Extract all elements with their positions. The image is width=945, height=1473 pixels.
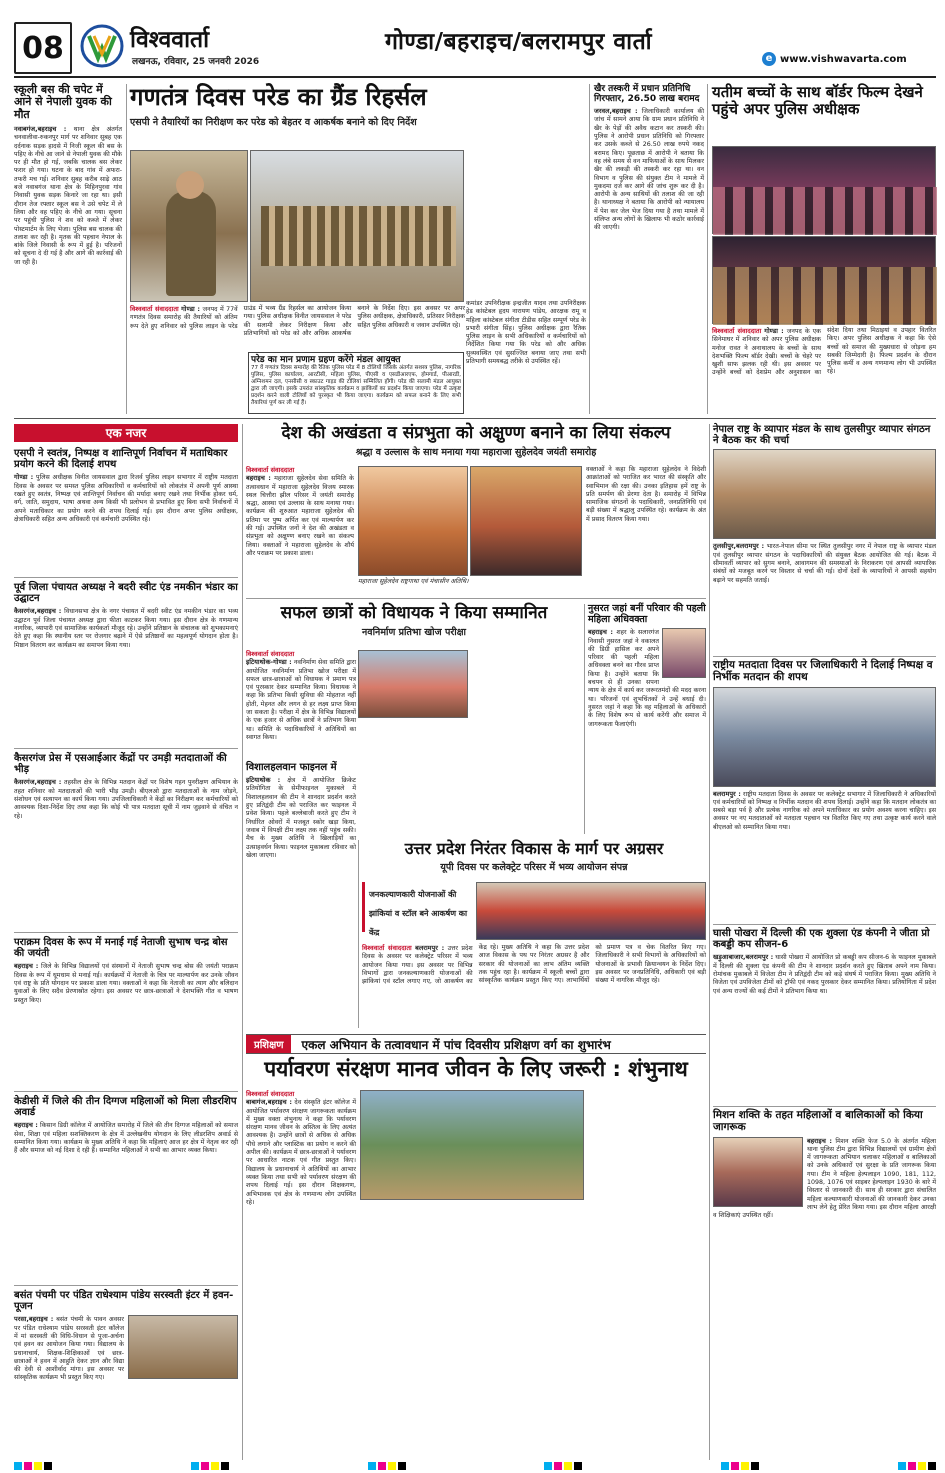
story-body: भारत-नेपाल सीमा पर स्थित तुलसीपुर नगर में नेपाल राष्ट्र के व्यापार मंडल एवं तुलसीपुर व्यापार संगठन के पदाधिकारियों की संयुक्त बैठक आयोजित की गई। बैठक में सीमावर्ती व्यापार को सुगम बनाने, आवागमन की समस्याओं के निराकरण एवं आपसी व्यापारिक संबंधों को मजबूत करने पर विस्तार से चर्चा की गई। दोनों देशों के व्यापारियों ने आपसी सहयोग बढ़ाने पर सहमति जताई। — [713, 543, 936, 584]
story-dateline: जरवल,बहराइच : — [594, 107, 638, 116]
story-subheadline: एसपी ने तैयारियों का निरीक्षण कर परेड को बेहतर व आकर्षक बनाने को दिए निर्देश — [130, 116, 417, 128]
row-rule — [14, 418, 936, 419]
cmyk-bar — [898, 1462, 936, 1472]
voter-oath-photo — [713, 687, 936, 787]
story-headline: विशालहलवान फाइनल में — [246, 762, 337, 773]
story-byline: विश्ववार्ता संवाददाता — [712, 327, 762, 335]
mla-photo — [358, 650, 468, 718]
story-body: घासी पोखरा में आयोजित प्रो कबड्डी कप सीजन-6 के फाइनल मुकाबले में दिल्ली की शुक्ला एंड कंपनी की टीम ने शानदार प्रदर्शन करते हुए खिताब अपने नाम किया। रोमांचक मुकाबले में विजेता टीम ने प्रतिद्वंदी टीम को कड़े संघर्ष में पराजित किया। मुख्य अतिथि ने विजेता एवं उपविजेता टीमों को ट्रॉफी एवं नकद पुरस्कार देकर सम्मानित किया। प्रतियोगिता में प्रदेश एवं अन्य राज्यों की कई टीमों ने प्रतिभाग किया था। — [713, 954, 936, 995]
edition-title: गोण्डा/बहराइच/बलरामपुर वार्ता — [385, 29, 653, 55]
parade-continuation: कमांडर उपनिरीक्षक इन्द्रजीत यादव तथा उपनिरीक्षक हेड कांस्टेबल हृदय नारायण पांडेय, आरक्षक रामू व महिला कांस्टेबल संगीता टीडीस सहित सम्पूर्ण परेड के प्रभारी संगीता सिंह। पुलिस अधीक्षक द्वारा रैतिक पुलिस लाइन के सभी अधिकारियों व कर्मचारियों को निर्देशित किया गया कि परेड को और अधिक सुव्यवस्थित एवं सुसज्जित बनाया जाए तथा सभी प्रतिभागी समयबद्ध तरीके से उपस्थित रहें। — [466, 300, 586, 366]
column-rule — [709, 424, 710, 1460]
brief-dateline: परसा,बहराइच : — [14, 1315, 54, 1324]
up-diwas-photo — [476, 882, 706, 940]
story-body: देव संस्कृति इंटर कॉलेज में आयोजित पर्यावरण संरक्षण जागरूकता कार्यक्रम में मुख्य वक्ता शंभुनाथ ने कहा कि पर्यावरण संरक्षण मानव जीवन के अस्तित्व के लिए अत्यंत आवश्यक है। उन्होंने छात्रों से अधिक से अधिक पौधे लगाने और प्लास्टिक का प्रयोग न करने की अपील की। कार्यक्रम में छात्र-छात्राओं ने पर्यावरण पर आधारित नाटक एवं गीत प्रस्तुत किए। विद्यालय के प्रधानाचार्य ने अतिथियों का आभार व्यक्त किया तथा सभी को पर्यावरण संरक्षण की शपथ दिलाई गई। इस दौरान शिक्षकगण, अभिभावक एवं क्षेत्र के गणमान्य लोग उपस्थित रहे। — [246, 1099, 357, 1206]
parade-infobox — [248, 352, 464, 414]
suheldev-caption: महाराजा सुहेलदेव राष्ट्रगाथा एवं मंचासीन अतिथि। — [358, 578, 469, 585]
story-body: जिलाधिकारी कार्यालय की जांच में सामने आया कि ग्राम प्रधान प्रतिनिधि ने खैर के पेड़ों की अवैध कटान कर तस्करी की। पुलिस ने आरोपी प्रधान प्रतिनिधि को गिरफ्तार कर उसके कब्जे से 26.50 लाख रुपये नकद बरामद किए। पूछताछ में आरोपी ने बताया कि वह लंबे समय से वन माफियाओं के साथ मिलकर खैर की लकड़ी की तस्करी कर रहा था। वन विभाग व पुलिस की संयुक्त टीम ने मामले में मुकदमा दर्ज कर आगे की जांच शुरू कर दी है। आरोपी के अन्य साथियों की तलाश की जा रही है। थानाध्यक्ष ने बताया कि आरोपी को न्यायालय में पेश कर जेल भेज दिया गया है तथा मामले में संलिप्त अन्य लोगों के खिलाफ भी कठोर कार्रवाई की जाएगी। — [594, 108, 704, 232]
row-rule — [713, 656, 936, 657]
story-dateline: तुलसीपुर,बलरामपुर : — [713, 542, 765, 551]
brief-headline: बसंत पंचमी पर पंडित राधेश्याम पांडेय सरस्वती इंटर में हवन-पूजन — [14, 1290, 234, 1313]
suheldev-photo-2 — [470, 466, 582, 576]
story-bus-accident — [14, 84, 122, 414]
parade-photo-officer — [130, 150, 248, 302]
cinema-children-photo — [712, 146, 936, 234]
story-dateline: बलरामपुर : — [713, 789, 741, 798]
story-khair-smuggling — [594, 84, 704, 414]
parade-photo-march — [250, 150, 464, 302]
brief-item — [14, 937, 238, 1087]
website-link[interactable] — [762, 50, 942, 68]
story-headline: पर्यावरण संरक्षण मानव जीवन के लिए जरूरी : शंभुनाथ — [264, 1057, 688, 1081]
suheldev-body — [246, 466, 354, 594]
pull-quote: जनकल्याणकारी योजनाओं की झांकियां व स्टॉल बने आकर्षण का केंद्र — [369, 890, 468, 937]
story-body: जनपद में 77वें गणतंत्र दिवस समारोह की तैयारियों को अंतिम रूप देते हुए शनिवार को पुलिस लाइन के परेड ग्राउंड में भव्य ग्रैंड रिहर्सल का आयोजन किया गया। पुलिस अधीक्षक विनीत जायसवाल ने परेड की सलामी लेकर निरीक्षण किया और प्रतिभागियों को परेड को और अधिक आकर्षक बनाने के निर्देश दिए। इस अवसर पर अपर पुलिस अधीक्षक, क्षेत्राधिकारी, प्रतिसार निरीक्षक सहित पुलिस अधिकारी व जवान उपस्थित रहे। — [130, 305, 465, 337]
suheldev-col3: वक्ताओं ने कहा कि महाराजा सुहेलदेव ने विदेशी आक्रांताओं को पराजित कर भारत की संस्कृति और स्वाभिमान की रक्षा की। उनका इतिहास हमें राष्ट्र के प्रति समर्पण की प्रेरणा देता है। समारोह में विभिन्न सामाजिक संगठनों के पदाधिकारी, जनप्रतिनिधि एवं बड़ी संख्या में श्रद्धालु उपस्थित रहे। कार्यक्रम के अंत में प्रसाद वितरण किया गया। — [586, 466, 706, 523]
story-dateline: बहराइच : — [246, 474, 271, 483]
story-subheadline: यूपी दिवस पर कलेक्ट्रेट परिसर में भव्य आयोजन संपन्न — [440, 861, 628, 873]
issue-dateline: लखनऊ, रविवार, 25 जनवरी 2026 — [132, 57, 260, 67]
brief-rule — [14, 1285, 238, 1286]
story-dateline: गोण्डा : — [764, 327, 784, 335]
brief-dateline: गोण्डा : — [14, 473, 34, 482]
brief-headline: पूर्व जिला पंचायत अध्यक्ष ने बदरी स्वीट एंड नमकीन भंडार का उद्घाटन — [14, 582, 238, 605]
vv-logo-icon — [80, 24, 124, 68]
section-tag: एक नजर — [105, 426, 147, 440]
nusrat-portrait — [662, 628, 706, 678]
story-headline: गणतंत्र दिवस परेड का ग्रैंड रिहर्सल — [130, 83, 427, 111]
story-body: नवनिर्माण सेवा समिति द्वारा आयोजित नवनिर्माण प्रतिभा खोज परीक्षा में सफल छात्र-छात्राओं को विधायक ने प्रमाण पत्र एवं पुरस्कार देकर सम्मानित किया। विधायक ने कहा कि प्रतिभा किसी सुविधा की मोहताज नहीं होती, मेहनत और लगन से हर लक्ष्य प्राप्त किया जा सकता है। परीक्षा में क्षेत्र के विभिन्न विद्यालयों के एक हजार से अधिक छात्रों ने प्रतिभाग किया था। समिति के पदाधिकारियों ने अतिथियों का स्वागत किया। — [246, 659, 356, 741]
brief-body: जिले के विभिन्न विद्यालयों एवं संस्थानों में नेताजी सुभाष चन्द्र बोस की जयंती पराक्रम दिवस के रूप में धूमधाम से मनाई गई। कार्यक्रमों में नेताजी के चित्र पर माल्यार्पण कर उनके जीवन एवं राष्ट्र के प्रति योगदान पर प्रकाश डाला गया। वक्ताओं ने कहा कि नेताजी का त्याग और बलिदान युवाओं के लिए सदैव प्रेरणास्रोत रहेगा। इस अवसर पर छात्र-छात्राओं ने देशभक्ति गीत व भाषण प्रस्तुत किए। — [14, 963, 238, 1004]
brief-dateline: कैसरगंज,बहराइच : — [14, 607, 62, 616]
orphan-story-body — [712, 327, 936, 414]
section-tag: प्रशिक्षण — [246, 1035, 291, 1053]
story-dateline: नवाबगंज,बहराइच : — [14, 124, 67, 133]
brief-rule — [14, 577, 238, 578]
brief-headline: केडीसी में जिले की तीन दिग्गज महिलाओं को मिला लीडरशिप अवार्ड — [14, 1096, 237, 1119]
row-rule — [713, 924, 936, 925]
story-body: मिशन शक्ति फेज 5.0 के अंतर्गत महिला थाना पुलिस टीम द्वारा विभिन्न विद्यालयों एवं ग्रामीण क्षेत्रों में जागरूकता अभियान चलाकर महिलाओं व बालिकाओं को उनके अधिकारों एवं सुरक्षा के प्रति जागरूक किया गया। टीम ने महिला हेल्पलाइन 1090, 181, 112, 1098, 1076 एवं साइबर हेल्पलाइन 1930 के बारे में विस्तार से जानकारी दी। साथ ही सरकार द्वारा संचालित महिला कल्याणकारी योजनाओं की जानकारी देकर उनका लाभ लेने हेतु प्रेरित किया गया। इस दौरान महिला आरक्षी व शिक्षिकाएं उपस्थित रहीं। — [713, 1137, 936, 1220]
story-dateline: बहराइच : — [588, 628, 614, 637]
story-headline: नेपाल राष्ट्र के व्यापार मंडल के साथ तुलसीपुर व्यापार संगठन ने बैठक कर की चर्चा — [713, 424, 931, 447]
story-nepal-trade — [713, 424, 936, 654]
story-byline: विश्ववार्ता संवाददाता — [130, 305, 179, 313]
story-dateline: बहराइच : — [807, 1136, 833, 1145]
brief-item — [14, 753, 238, 928]
brief-item — [14, 448, 238, 573]
brand-logo — [80, 24, 124, 68]
print-registration-marks — [14, 1462, 936, 1472]
up-diwas-body — [362, 944, 706, 1030]
masthead — [0, 0, 945, 80]
story-headline: देश की अखंडता व संप्रभुता को अक्षुण्ण बनाने का लिया संकल्प — [281, 423, 671, 443]
row-rule — [713, 1106, 936, 1107]
up-pull-quote — [362, 882, 472, 937]
brief-body: तहसील क्षेत्र के विभिन्न मतदान केंद्रों पर विशेष गहन पुनरीक्षण अभियान के तहत शनिवार को मतदाताओं की भारी भीड़ उमड़ी। बीएलओ द्वारा मतदाताओं के नाम जोड़ने, संशोधन एवं सत्यापन का कार्य किया गया। उपजिलाधिकारी ने केंद्रों का निरीक्षण कर कर्मचारियों को आवश्यक दिशा-निर्देश दिए तथा कहा कि कोई भी पात्र मतदाता सूची में नाम जुड़वाने से वंचित न रहे। — [14, 779, 238, 820]
e-globe-icon: e — [762, 52, 776, 66]
cmyk-bar — [368, 1462, 406, 1472]
trade-meeting-photo — [713, 449, 936, 539]
story-byline: विश्ववार्ता संवाददाता — [246, 650, 295, 658]
story-headline: खैर तस्करी में प्रधान प्रतिनिधि गिरफ्तार, 26.50 लाख बरामद — [594, 84, 700, 105]
story-body: महाराजा सुहेलदेव सेवा समिति के तत्वावधान में महाराजा सुहेलदेव विजय स्मारक स्थल चित्तौरा झील परिसर में जयंती समारोह श्रद्धा, आस्था एवं उल्लास के साथ मनाया गया। कार्यक्रम की शुरुआत महाराजा सुहेलदेव की प्रतिमा पर पुष्प अर्पित कर एवं माल्यार्पण कर की गई। उपस्थित जनों ने देश की अखंडता व संप्रभुता को अक्षुण्ण बनाए रखने का संकल्प लिया। वक्ताओं ने महाराजा सुहेलदेव के शौर्य और पराक्रम पर प्रकाश डाला। — [246, 475, 354, 557]
story-headline: एकल अभियान के तत्वावधान में पांच दिवसीय प्रशिक्षण वर्ग का शुभारंभ — [301, 1037, 611, 1052]
environment-body — [246, 1090, 356, 1456]
column-rule — [358, 840, 359, 1028]
training-banner — [246, 1034, 706, 1054]
story-body: थाना क्षेत्र अंतर्गत चनवालीवा-रुकनपुर मार्ग पर शनिवार सुबह एक दर्दनाक सड़क हादसे में निजी स्कूल की बस के पहिए के नीचे आ जाने से नेपाली युवक की मौके पर ही मौत हो गई, जबकि चालक बस लेकर फरार हो गया। घटना के बाद गांव में अफरा-तफरी मच गई। शनिवार सुबह करीब साढ़े आठ बजे नवाबगंज थाना क्षेत्र के मिहिनपुरवा गांव निवासी युवक सड़क किनारे जा रहा था। इसी दौरान तेज रफ्तार स्कूल बस ने उसे चपेट में ले लिया और वह पहिए के नीचे आ गया। सूचना पर पहुंची पुलिस ने शव को कब्जे में लेकर पोस्टमार्टम के लिए भेजा। पुलिस बस चालक की तलाश कर रही है। मृतक की पहचान नेपाल के बांके जिले निवासी के रूप में हुई है। परिजनों को सूचना दे दी गई है और आगे की कार्रवाई की जा रही है। — [14, 125, 122, 266]
environment-col3 — [588, 1090, 706, 1456]
brief-headline: एसपी ने स्वतंत्र, निष्पक्ष व शान्तिपूर्ण निर्वाचन में मताधिकार प्रयोग करने की दिलाई शपथ — [14, 448, 228, 471]
brief-item — [14, 1096, 238, 1281]
infobox-body: 77 वें गणतंत्र दिवस समारोह की रैतिक पुलिस परेड में 8 टोलियों जिसके अंतर्गत सशस्त्र पुलिस, नागरिक पुलिस, पुलिस कार्यालय, आरटीसी, महिला पुलिस, पीएसी व एसडीआरएफ, होमगार्ड, पीआरडी, अग्निशमन दल, एनसीसी व स्काउट गाइड की टोलियां सम्मिलित होंगी। परेड की सलामी मंडल आयुक्त द्वारा ली जाएगी। इसके उपरांत सांस्कृतिक कार्यक्रम व झांकियों का प्रदर्शन किया जाएगा। परेड में उत्कृष्ट प्रदर्शन करने वाली टोलियों को पुरस्कृत भी किया जाएगा। कार्यक्रम को सफल बनाने के लिए सभी तैयारियां पूर्ण कर ली गई हैं। — [251, 365, 461, 407]
cmyk-bar — [14, 1462, 52, 1472]
parade-story-body — [130, 305, 465, 353]
brief-body: विधानसभा क्षेत्र के नगर पंचायत में बदरी स्वीट एंड नमकीन भंडार का भव्य उद्घाटन पूर्व जिला पंचायत अध्यक्ष द्वारा फीता काटकर किया गया। इस दौरान क्षेत्र के गणमान्य नागरिक, व्यापारी एवं सामाजिक कार्यकर्ता मौजूद रहे। उन्होंने प्रतिष्ठान के संचालक को शुभकामनाएं देते हुए कहा कि स्थानीय स्तर पर रोजगार बढ़ाने में ऐसे प्रतिष्ठानों का महत्वपूर्ण योगदान होता है। मिष्ठान वितरण कर कार्यक्रम का समापन किया गया। — [14, 608, 238, 649]
story-dateline: बाबागंज,बहराइच : — [246, 1098, 292, 1107]
brief-item — [14, 1290, 238, 1470]
story-byline: विश्ववार्ता संवाददाता — [246, 466, 295, 474]
column-rule — [584, 604, 585, 834]
story-headline: राष्ट्रीय मतदाता दिवस पर जिलाधिकारी ने दिलाई निष्पक्ष व निर्भीक मतदान की शपथ — [713, 659, 933, 683]
story-dateline: इटियाथोक : — [246, 776, 281, 785]
brief-rule — [14, 1091, 238, 1092]
story-body: शहर के सलारगंज निवासी नुसरत जहां ने वकालत की डिग्री हासिल कर अपने परिवार की पहली महिला अधिवक्ता बनने का गौरव प्राप्त किया है। उन्होंने बताया कि बचपन से ही उनका सपना न्याय के क्षेत्र में कार्य कर जरूरतमंदों की मदद करना था। परिजनों एवं शुभचिंतकों ने उन्हें बधाई दी। नुसरत जहां ने कहा कि वह महिलाओं के अधिकारों के लिए विशेष रूप से कार्य करेंगी और समाज में जागरूकता फैलाएंगी। — [588, 629, 706, 728]
story-kabaddi — [713, 928, 936, 1104]
row-rule — [246, 598, 706, 599]
infobox-headline: परेड का मान प्रणाम ग्रहण करेंगे मंडल आयुक्त — [251, 355, 401, 365]
brief-dateline: कैसरगंज,बहराइच : — [14, 778, 62, 787]
cinema-officers-photo — [712, 236, 936, 324]
story-subheadline: नवनिर्माण प्रतिभा खोज परीक्षा — [362, 627, 466, 639]
story-dateline: बलरामपुर : — [415, 944, 445, 952]
story-nusrat — [588, 604, 706, 834]
story-dateline: खड़ुआबाजार,बलरामपुर : — [713, 953, 774, 962]
brief-item — [14, 582, 238, 744]
mission-shakti-photo — [713, 1137, 803, 1207]
story-byline: विश्ववार्ता संवाददाता — [362, 944, 412, 952]
story-headline: यतीम बच्चों के साथ बॉर्डर फिल्म देखने पहुंचे अपर पुलिस अधीक्षक — [712, 83, 923, 118]
brief-rule — [14, 932, 238, 933]
brief-dateline: बहराइच : — [14, 962, 39, 971]
story-voter-oath — [713, 660, 936, 922]
story-headline: घासी पोखरा में दिल्ली की एक शुक्ला एंड कंपनी ने जीता प्रो कबड्डी कप सीजन-6 — [713, 928, 930, 951]
mla-body-2 — [470, 650, 582, 758]
story-cricket-final — [246, 762, 356, 1028]
cmyk-bar — [544, 1462, 582, 1472]
ek-nazar-section — [14, 424, 238, 1460]
brief-rule — [14, 748, 238, 749]
brief-body: बसंत पंचमी के पावन अवसर पर पंडित राधेश्याम पांडेय सरस्वती इंटर कॉलेज में मां सरस्वती की विधि-विधान से पूजा-अर्चना एवं हवन का आयोजन किया गया। विद्यालय के प्रधानाचार्य, शिक्षक-शिक्षिकाओं एवं छात्र-छात्राओं ने हवन में आहुति देकर ज्ञान और विद्या की देवी से आशीर्वाद मांगा। इस अवसर पर सांस्कृतिक कार्यक्रम भी प्रस्तुत किए गए। — [14, 1316, 124, 1382]
story-headline: मिशन शक्ति के तहत महिलाओं व बालिकाओं को किया जागरूक — [713, 1109, 923, 1133]
column-rule — [242, 424, 243, 1460]
story-dateline: गोण्डा : — [181, 305, 201, 313]
brand-name: विश्ववार्ता — [130, 27, 210, 53]
brief-body: किसान डिग्री कॉलेज में आयोजित समारोह में जिले की तीन दिग्गज महिलाओं को समाज सेवा, शिक्षा एवं महिला सशक्तिकरण के क्षेत्र में उल्लेखनीय योगदान के लिए लीडरशिप अवार्ड से सम्मानित किया गया। कार्यक्रम के मुख्य अतिथि ने कहा कि महिलाएं आज हर क्षेत्र में नेतृत्व कर रही हैं और समाज को नई दिशा दे रही हैं। सम्मानित महिलाओं ने सभी का आभार व्यक्त किया। — [14, 1122, 239, 1155]
column-rule — [589, 84, 590, 414]
brief-headline: कैसरगंज प्रेस में एसआईआर केंद्रों पर उमड़ी मतदाताओं की भीड़ — [14, 753, 227, 776]
story-body: क्षेत्र में आयोजित क्रिकेट प्रतियोगिता के सेमीफाइनल मुकाबले में विशालहलवान की टीम ने शानदार प्रदर्शन करते हुए प्रतिद्वंदी टीम को पराजित कर फाइनल में प्रवेश किया। पहले बल्लेबाजी करते हुए टीम ने निर्धारित ओवरों में मजबूत स्कोर खड़ा किया, जवाब में विपक्षी टीम लक्ष्य तक नहीं पहुंच सकी। मैच के मुख्य अतिथि ने खिलाड़ियों का उत्साहवर्धन किया। फाइनल मुकाबला रविवार को खेला जाएगा। — [246, 777, 356, 859]
story-headline: सफल छात्रों को विधायक ने किया सम्मानित — [280, 603, 548, 623]
havan-photo — [128, 1315, 238, 1379]
header-rule — [14, 76, 936, 78]
brief-headline: पराक्रम दिवस के रूप में मनाई गई नेताजी सुभाष चन्द्र बोस की जयंती — [14, 937, 228, 960]
page-number-box — [14, 22, 72, 74]
story-body: उत्तर प्रदेश दिवस के अवसर पर कलेक्ट्रेट परिसर में भव्य आयोजन किया गया। इस अवसर पर विभिन्न विभागों द्वारा जनकल्याणकारी योजनाओं की झांकियां एवं स्टॉल लगाए गए, जो आकर्षण का केंद्र रहे। मुख्य अतिथि ने कहा कि उत्तर प्रदेश आज विकास के पथ पर निरंतर अग्रसर है और सरकार की योजनाओं का लाभ अंतिम व्यक्ति तक पहुंच रहा है। कार्यक्रम में स्कूली बच्चों द्वारा सांस्कृतिक कार्यक्रम प्रस्तुत किए गए। लाभार्थियों को प्रमाण पत्र व चेक वितरित किए गए। जिलाधिकारी ने सभी विभागों के अधिकारियों को योजनाओं के प्रभावी क्रियान्वयन के निर्देश दिए। इस अवसर पर जनप्रतिनिधि, अधिकारी एवं बड़ी संख्या में नागरिक मौजूद रहे। — [362, 944, 706, 986]
story-mission-shakti — [713, 1110, 936, 1456]
story-subheadline: श्रद्धा व उल्लास के साथ मनाया गया महाराजा सुहेलदेव जयंती समारोह — [355, 447, 597, 459]
story-byline: विश्ववार्ता संवाददाता — [246, 1090, 295, 1098]
suheldev-photo-1 — [358, 466, 468, 576]
brief-dateline: बहराइच : — [14, 1121, 38, 1130]
cmyk-bar — [191, 1462, 229, 1472]
story-body: राष्ट्रीय मतदाता दिवस के अवसर पर कलेक्ट्रेट सभागार में जिलाधिकारी ने अधिकारियों एवं कर्मचारियों को निष्पक्ष व निर्भीक मतदान की शपथ दिलाई। उन्होंने कहा कि मतदान लोकतंत्र का सबसे बड़ा पर्व है और प्रत्येक नागरिक को अपने मताधिकार का प्रयोग अवश्य करना चाहिए। इस अवसर पर नए मतदाताओं को मतदाता पहचान पत्र वितरित किए गए तथा उत्कृष्ट कार्य करने वाले बीएलओ को सम्मानित किया गया। — [713, 790, 936, 831]
story-headline: नुसरत जहां बनीं परिवार की पहली महिला अधिवक्ता — [588, 603, 706, 625]
story-body: जनपद के एक सिनेमाघर में शनिवार को अपर पुलिस अधीक्षक मनोज रावत ने अनाथालय के बच्चों के साथ देशभक्ति फिल्म बॉर्डर देखी। बच्चों के चेहरे पर खुशी साफ झलक रही थी। इस अवसर पर उन्होंने बच्चों को देशप्रेम और अनुशासन का संदेश दिया तथा मिठाइयां व उपहार वितरित किए। अपर पुलिस अधीक्षक ने कहा कि ऐसे बच्चों को समाज की मुख्यधारा से जोड़ना हम सबकी जिम्मेदारी है। फिल्म प्रदर्शन के दौरान पुलिस कर्मी व अन्य गणमान्य लोग भी उपस्थित रहे। — [712, 327, 936, 377]
story-headline: स्कूली बस की चपेट में आने से नेपाली युवक की मौत — [14, 83, 112, 121]
story-headline: उत्तर प्रदेश निरंतर विकास के मार्ग पर अग्रसर — [404, 839, 664, 858]
brief-body: पुलिस अधीक्षक विनीत जायसवाल द्वारा रिजर्व पुलिस लाइन सभागार में राष्ट्रीय मतदाता दिवस के अवसर पर समस्त पुलिस अधिकारियों व कर्मचारियों को लोकतंत्र में अपनी पूर्ण आस्था रखते हुए स्वतंत्र, निष्पक्ष एवं शान्तिपूर्ण निर्वाचन की मर्यादा बनाए रखने तथा निर्भीक होकर धर्म, वर्ग, जाति, समुदाय, भाषा अथवा अन्य किसी भी प्रलोभन से प्रभावित हुए बिना सभी निर्वाचनों में अपने मताधिकार का प्रयोग करने की शपथ दिलाई गई। इस दौरान अपर पुलिस अधीक्षक, क्षेत्राधिकारी सहित अन्य अधिकारी एवं कर्मचारी उपस्थित रहे। — [14, 474, 238, 523]
column-rule — [707, 84, 708, 414]
environment-photo — [360, 1090, 584, 1200]
website-url: www.vishwavarta.com — [780, 53, 907, 65]
cmyk-bar — [721, 1462, 759, 1472]
mla-body — [246, 650, 356, 758]
page-number: 08 — [22, 30, 64, 66]
column-rule — [126, 84, 127, 414]
story-dateline: इटियाथोक-गोण्डा : — [246, 658, 292, 667]
